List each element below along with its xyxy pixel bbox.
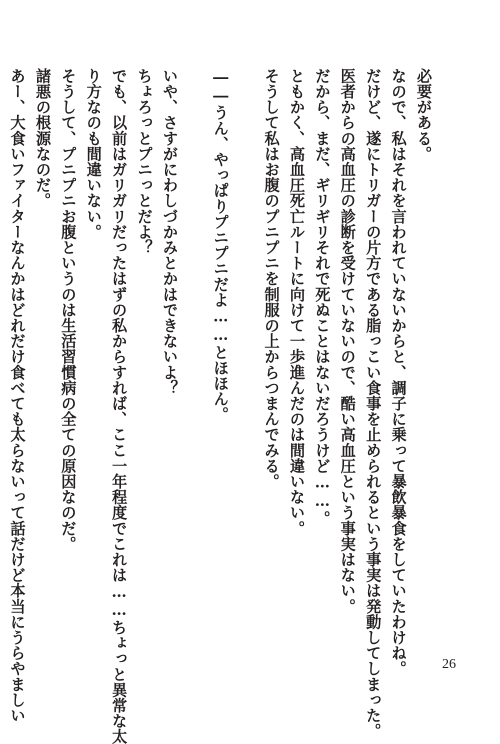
text-line: 諸悪の根源なのだ。 — [33, 68, 52, 209]
text-line: なので、私はそれを言われていないからと、調子に乗って暴飲暴食をしていたわけね。 — [389, 68, 408, 677]
text-line: 医者からの高血圧の診断を受けていないので、酷い高血圧という事実はない。 — [338, 68, 357, 614]
text-line: だから、まだ、ギリギリそれで死ぬことはないだろうけど……。 — [313, 68, 332, 526]
text-line: ――うん、やっぱりプニプニだよ……とほほん。 — [211, 68, 230, 423]
text-line: そうして、プニプニお腹というのは生活習慣病の全ての原因なのだ。 — [59, 68, 78, 552]
text-line: そうして私はお腹のプニプニを制服の上からつまんでみる。 — [262, 68, 281, 490]
page-number: 26 — [442, 657, 456, 672]
text-line: だけど、遂にトリガーの片方である脂っこい食事を止められるという事実は発動してしまった。 — [364, 68, 383, 739]
vertical-text-block — [4, 68, 436, 744]
text-line: 必要がある。 — [415, 68, 433, 162]
blank-line — [233, 68, 258, 638]
text-line: でも、以前はガリガリだったはずの私からすれば、ここ一年程度でこれは……ちょっと異常な太 — [110, 68, 129, 744]
text-line: ともかく、高血圧死亡ルートに向けて一歩進んだのは間違いない。 — [287, 68, 306, 536]
blank-line — [182, 68, 207, 638]
text-line: ちょろっとプニっとだよ？ — [135, 68, 154, 256]
text-line: あー、大食いファイターなんかはどれだけ食べても太らないって話だけど本当にうらやましい — [8, 68, 27, 724]
text-line: いや、さすがにわしづかみとかはできないよ？ — [160, 68, 179, 396]
text-line: り方なのも間違いない。 — [84, 68, 103, 240]
